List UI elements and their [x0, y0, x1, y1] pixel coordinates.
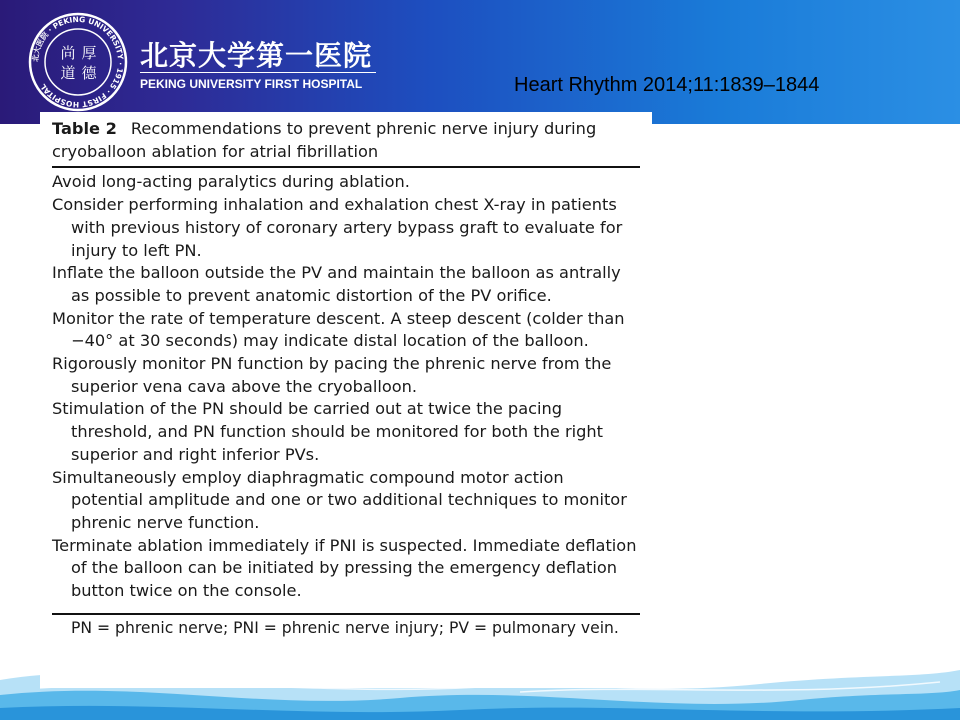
recommendation-item: Inflate the balloon outside the PV and maintain the balloon as antrally as possible to prevent anatomic distortion of the PV orifice. [52, 263, 621, 305]
table-footnote: PN = phrenic nerve; PNI = phrenic nerve injury; PV = pulmonary vein. [71, 618, 619, 637]
recommendation-item: Stimulation of the PN should be carried out at twice the pacing threshold, and PN function should be monitored for both the right superior and right inferior PVs. [52, 399, 604, 464]
journal-citation: Heart Rhythm 2014;11:1839–1844 [514, 74, 820, 96]
svg-text:德: 德 [81, 64, 97, 82]
table-top-rule [52, 166, 640, 168]
university-seal-logo [28, 12, 128, 112]
hospital-name-english: PEKING UNIVERSITY FIRST HOSPITAL [140, 77, 363, 91]
svg-text:厚: 厚 [81, 44, 97, 62]
table-number: Table 2 [52, 119, 117, 138]
recommendation-item: Rigorously monitor PN function by pacing the phrenic nerve from the superior vena cava above the cryoballoon. [52, 354, 612, 396]
recommendation-item: Simultaneously employ diaphragmatic compound motor action potential amplitude and one or two additional techniques to monitor phrenic nerve function. [52, 467, 627, 532]
svg-text:道: 道 [60, 64, 76, 82]
header-banner [0, 0, 960, 124]
svg-text:尚: 尚 [60, 44, 76, 62]
recommendation-item: Monitor the rate of temperature descent. A steep descent (colder than −40° at 30 seconds) may indicate distal location of the balloon. [52, 308, 625, 351]
table-caption [52, 118, 640, 163]
svg-text:北大医院 · PEKING UNIVERSITY · 191: 北大医院 · PEKING UNIVERSITY · 1915 · FIRST HOSPITAL [30, 14, 126, 110]
recommendation-item: Avoid long-acting paralytics during ablation. [52, 172, 410, 192]
recommendation-list [52, 171, 640, 602]
recommendation-item: Consider performing inhalation and exhalation chest X-ray in patients with previous history of coronary artery bypass graft to evaluate for injury to left PN. [52, 195, 623, 260]
recommendation-item: Terminate ablation immediately if PNI is suspected. Immediate deflation of the balloon can be initiated by pressing the emergency deflation button twice on the console. [52, 535, 637, 601]
table-bottom-rule [52, 613, 640, 615]
logo-divider [140, 72, 376, 73]
recommendations-table [40, 112, 652, 688]
hospital-name-chinese: 北京大学第一医院 [140, 39, 373, 72]
table-title: Recommendations to prevent phrenic nerve injury during cryoballoon ablation for atrial fibrillation [52, 119, 597, 161]
